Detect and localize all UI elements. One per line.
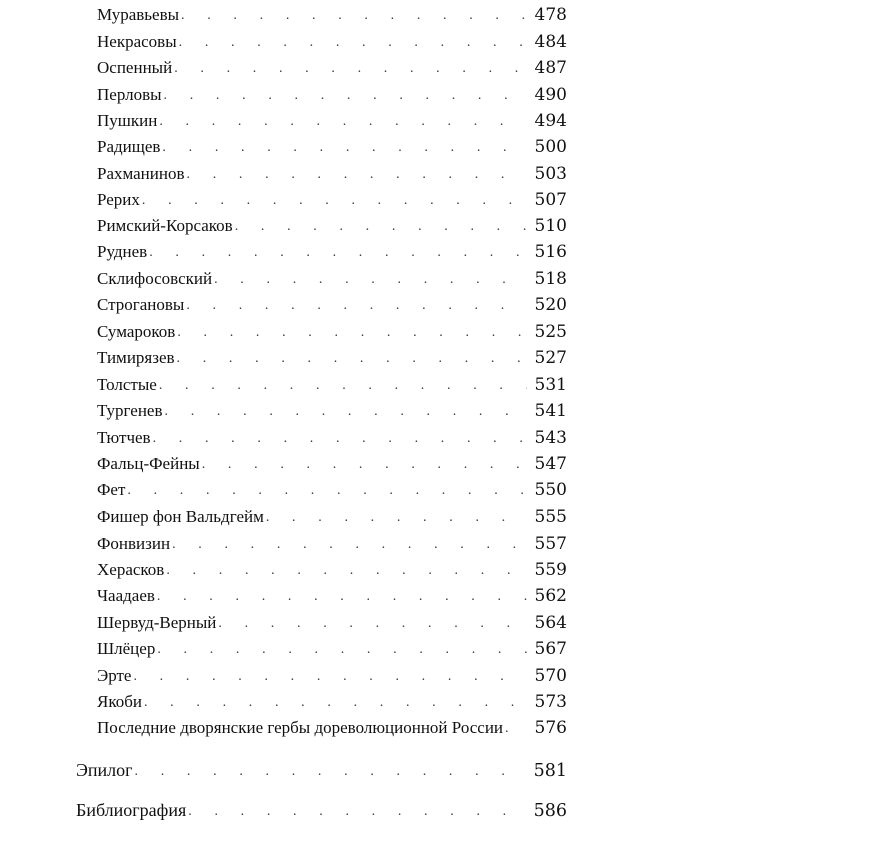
toc-entry-sklifosovsky[interactable] — [97, 269, 567, 295]
toc-entry-ospenny[interactable] — [97, 58, 567, 84]
toc-entry-radishchev[interactable] — [97, 137, 567, 163]
toc-entry-page: 559 — [534, 560, 567, 580]
toc-entry-last-coats-of-arms[interactable] — [97, 718, 567, 744]
dot-leader — [181, 8, 527, 24]
toc-entry-fet[interactable] — [97, 480, 567, 506]
toc-entry-title: Строгановы — [97, 295, 185, 314]
toc-entry-title: Рахманинов — [97, 164, 185, 183]
toc-entry-perlovy[interactable] — [97, 85, 567, 111]
toc-entry-page: 520 — [534, 295, 567, 315]
toc-entry-falts-feiny[interactable] — [97, 454, 567, 480]
dot-leader — [177, 351, 527, 367]
toc-entry-page: 487 — [534, 58, 567, 78]
dot-leader — [218, 616, 527, 632]
toc-entry-page: 527 — [534, 348, 567, 368]
toc-entry-pushkin[interactable] — [97, 111, 567, 137]
dot-leader — [179, 35, 527, 51]
dot-leader — [186, 298, 527, 314]
toc-entry-title: Пушкин — [97, 111, 158, 130]
toc-entry-erte[interactable] — [97, 666, 567, 692]
dot-leader — [144, 695, 527, 711]
toc-entry-title: Тимирязев — [97, 348, 175, 367]
toc-entry-page: 478 — [534, 5, 567, 25]
toc-entry-title: Рерих — [97, 190, 140, 209]
toc-entry-title: Римский-Корсаков — [97, 216, 233, 235]
toc-entry-title: Оспенный — [97, 58, 173, 77]
toc-entry-title: Эпилог — [76, 760, 133, 780]
dot-leader — [177, 325, 527, 341]
toc-entry-rerikh[interactable] — [97, 190, 567, 216]
toc-entry-page: 547 — [534, 454, 567, 474]
toc-entry-page: 557 — [534, 534, 567, 554]
toc-entry-title: Некрасовы — [97, 32, 177, 51]
toc-entry-title: Склифосовский — [97, 269, 213, 288]
toc-entry-page: 570 — [534, 666, 567, 686]
toc-entry-title: Эрте — [97, 666, 132, 685]
toc-entry-page: 555 — [534, 507, 567, 527]
toc-entry-title: Последние дворянские гербы дореволюционной России — [97, 718, 504, 737]
dot-leader — [153, 431, 527, 447]
dot-leader — [157, 642, 527, 658]
toc-entry-page: 581 — [533, 761, 567, 781]
dot-leader — [164, 88, 527, 104]
toc-entry-title: Перловы — [97, 85, 162, 104]
toc-entry-page: 518 — [534, 269, 567, 289]
toc-entry-muravyevy[interactable] — [97, 5, 567, 31]
toc-entry-page: 550 — [534, 480, 567, 500]
toc-entry-sumarokov[interactable] — [97, 322, 567, 348]
dot-leader — [157, 589, 527, 605]
toc-entry-title: Фальц-Фейны — [97, 454, 200, 473]
dot-leader — [149, 245, 527, 261]
dot-leader — [165, 404, 527, 420]
toc-entry-title: Фишер фон Вальдгейм — [97, 507, 264, 526]
toc-entry-title: Сумароков — [97, 322, 176, 341]
toc-entry-title: Радищев — [97, 137, 161, 156]
toc-entry-page: 516 — [534, 242, 567, 262]
toc-entry-title: Шлёцер — [97, 639, 156, 658]
toc-entry-title: Херасков — [97, 560, 165, 579]
dot-leader — [142, 193, 527, 209]
dot-leader — [135, 764, 527, 780]
toc-entry-page: 543 — [534, 428, 567, 448]
toc-entry-page: 586 — [533, 801, 567, 821]
toc-entry-title: Толстые — [97, 375, 157, 394]
dot-leader — [188, 804, 527, 820]
toc-entry-page: 531 — [534, 375, 567, 395]
toc-entry-turgenev[interactable] — [97, 401, 567, 427]
toc-entry-rakhmaninov[interactable] — [97, 164, 567, 190]
dot-leader — [127, 483, 527, 499]
toc-entry-yakobi[interactable] — [97, 692, 567, 718]
toc-entry-rimsky-korsakov[interactable] — [97, 216, 567, 242]
dot-leader — [505, 721, 527, 737]
toc-entry-page: 573 — [534, 692, 567, 712]
toc-entry-stroganovy[interactable] — [97, 295, 567, 321]
toc-entry-sherwood-verny[interactable] — [97, 613, 567, 639]
toc-entry-title: Библиография — [76, 800, 187, 820]
toc-entry-title: Якоби — [97, 692, 142, 711]
toc-entry-title: Фет — [97, 480, 126, 499]
dot-leader — [172, 537, 527, 553]
dot-leader — [133, 669, 527, 685]
toc-entry-epilogue[interactable] — [76, 760, 567, 786]
toc-entry-tyutchev[interactable] — [97, 428, 567, 454]
toc-entry-kheraskov[interactable] — [97, 560, 567, 586]
toc-entry-page: 494 — [534, 111, 567, 131]
dot-leader — [202, 457, 527, 473]
toc-entry-timiryazev[interactable] — [97, 348, 567, 374]
toc-entry-page: 564 — [534, 613, 567, 633]
toc-entry-page: 541 — [534, 401, 567, 421]
toc-entry-schlozer[interactable] — [97, 639, 567, 665]
dot-leader — [235, 219, 527, 235]
toc-entry-page: 510 — [534, 216, 567, 236]
toc-entry-page: 576 — [534, 718, 567, 738]
toc-entry-chaadaev[interactable] — [97, 586, 567, 612]
toc-entry-title: Фонвизин — [97, 534, 171, 553]
toc-entry-title: Руднев — [97, 242, 148, 261]
toc-entry-page: 484 — [534, 32, 567, 52]
toc-entry-title: Муравьевы — [97, 5, 180, 24]
toc-entry-page: 525 — [534, 322, 567, 342]
toc-entry-title: Чаадаев — [97, 586, 155, 605]
toc-entry-page: 503 — [534, 164, 567, 184]
toc-entry-tolstye[interactable] — [97, 375, 567, 401]
toc-entry-fonvizin[interactable] — [97, 534, 567, 560]
toc-entry-page: 500 — [534, 137, 567, 157]
toc-entry-page: 562 — [534, 586, 567, 606]
dot-leader — [162, 140, 527, 156]
toc-entry-page: 567 — [534, 639, 567, 659]
toc-entry-fischer-von-waldheim[interactable] — [97, 507, 567, 533]
toc-entry-page: 507 — [534, 190, 567, 210]
toc-entry-title: Шервуд-Верный — [97, 613, 217, 632]
dot-leader — [166, 563, 527, 579]
dot-leader — [187, 167, 527, 183]
toc-entry-rudnev[interactable] — [97, 242, 567, 268]
dot-leader — [159, 378, 527, 394]
toc-entry-title: Тургенев — [97, 401, 163, 420]
toc-entry-bibliography[interactable] — [76, 800, 567, 826]
toc-entry-page: 490 — [534, 85, 567, 105]
dot-leader — [266, 510, 527, 526]
toc-entry-title: Тютчев — [97, 428, 151, 447]
toc-entry-nekrasovy[interactable] — [97, 32, 567, 58]
dot-leader — [159, 114, 527, 130]
dot-leader — [174, 61, 527, 77]
dot-leader — [214, 272, 527, 288]
